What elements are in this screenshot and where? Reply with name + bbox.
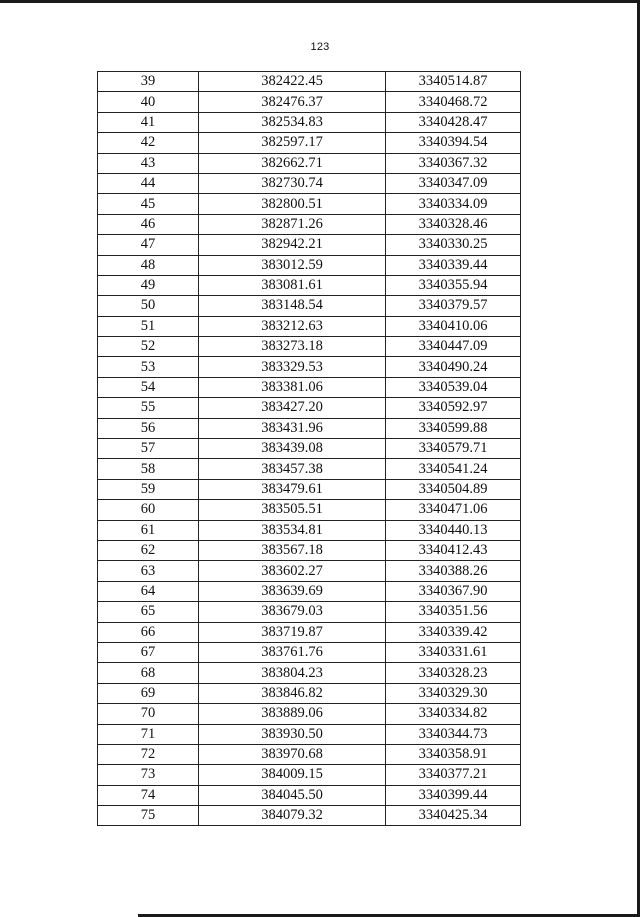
x-coordinate-cell: 383889.06	[199, 704, 386, 724]
y-coordinate-cell: 3340344.73	[386, 724, 521, 744]
x-coordinate-cell: 383505.51	[199, 500, 386, 520]
y-coordinate-cell: 3340334.82	[386, 704, 521, 724]
table-row	[98, 561, 521, 581]
x-coordinate-cell: 383381.06	[199, 377, 386, 397]
table-row	[98, 377, 521, 397]
point-number-cell: 58	[98, 459, 199, 479]
table-row	[98, 806, 521, 826]
point-number-cell: 47	[98, 235, 199, 255]
y-coordinate-cell: 3340347.09	[386, 173, 521, 193]
point-number-cell: 64	[98, 581, 199, 601]
y-coordinate-cell: 3340331.61	[386, 642, 521, 662]
table-row	[98, 357, 521, 377]
point-number-cell: 57	[98, 439, 199, 459]
table-row	[98, 581, 521, 601]
table-row	[98, 602, 521, 622]
y-coordinate-cell: 3340328.23	[386, 663, 521, 683]
page-number: 123	[310, 41, 330, 53]
x-coordinate-cell: 382597.17	[199, 133, 386, 153]
y-coordinate-cell: 3340330.25	[386, 235, 521, 255]
point-number-cell: 61	[98, 520, 199, 540]
y-coordinate-cell: 3340599.88	[386, 418, 521, 438]
y-coordinate-cell: 3340541.24	[386, 459, 521, 479]
x-coordinate-cell: 382800.51	[199, 194, 386, 214]
point-number-cell: 75	[98, 806, 199, 826]
point-number-cell: 52	[98, 337, 199, 357]
x-coordinate-cell: 383329.53	[199, 357, 386, 377]
table-row	[98, 72, 521, 92]
point-number-cell: 72	[98, 744, 199, 764]
table-row	[98, 92, 521, 112]
point-number-cell: 56	[98, 418, 199, 438]
y-coordinate-cell: 3340399.44	[386, 785, 521, 805]
y-coordinate-cell: 3340514.87	[386, 72, 521, 92]
x-coordinate-cell: 383602.27	[199, 561, 386, 581]
point-number-cell: 46	[98, 214, 199, 234]
x-coordinate-cell: 383679.03	[199, 602, 386, 622]
y-coordinate-cell: 3340394.54	[386, 133, 521, 153]
point-number-cell: 50	[98, 296, 199, 316]
table-row	[98, 296, 521, 316]
x-coordinate-cell: 382662.71	[199, 153, 386, 173]
x-coordinate-cell: 383081.61	[199, 275, 386, 295]
y-coordinate-cell: 3340440.13	[386, 520, 521, 540]
x-coordinate-cell: 383439.08	[199, 439, 386, 459]
point-number-cell: 69	[98, 683, 199, 703]
point-number-cell: 43	[98, 153, 199, 173]
x-coordinate-cell: 383639.69	[199, 581, 386, 601]
x-coordinate-cell: 383457.38	[199, 459, 386, 479]
x-coordinate-cell: 383427.20	[199, 398, 386, 418]
y-coordinate-cell: 3340428.47	[386, 112, 521, 132]
table-row	[98, 255, 521, 275]
x-coordinate-cell: 382730.74	[199, 173, 386, 193]
x-coordinate-cell: 383273.18	[199, 337, 386, 357]
point-number-cell: 51	[98, 316, 199, 336]
point-number-cell: 39	[98, 72, 199, 92]
point-number-cell: 41	[98, 112, 199, 132]
point-number-cell: 73	[98, 765, 199, 785]
table-row	[98, 479, 521, 499]
x-coordinate-cell: 383970.68	[199, 744, 386, 764]
y-coordinate-cell: 3340355.94	[386, 275, 521, 295]
y-coordinate-cell: 3340425.34	[386, 806, 521, 826]
x-coordinate-cell: 382476.37	[199, 92, 386, 112]
point-number-cell: 55	[98, 398, 199, 418]
y-coordinate-cell: 3340339.42	[386, 622, 521, 642]
point-number-cell: 45	[98, 194, 199, 214]
table-row	[98, 418, 521, 438]
point-number-cell: 60	[98, 500, 199, 520]
y-coordinate-cell: 3340410.06	[386, 316, 521, 336]
table-row	[98, 683, 521, 703]
table-row	[98, 724, 521, 744]
table-row	[98, 133, 521, 153]
table-row	[98, 194, 521, 214]
point-number-cell: 66	[98, 622, 199, 642]
y-coordinate-cell: 3340468.72	[386, 92, 521, 112]
x-coordinate-cell: 382422.45	[199, 72, 386, 92]
table-row	[98, 112, 521, 132]
x-coordinate-cell: 383534.81	[199, 520, 386, 540]
point-number-cell: 70	[98, 704, 199, 724]
table-row	[98, 337, 521, 357]
table-row	[98, 540, 521, 560]
x-coordinate-cell: 384045.50	[199, 785, 386, 805]
x-coordinate-cell: 383431.96	[199, 418, 386, 438]
y-coordinate-cell: 3340412.43	[386, 540, 521, 560]
x-coordinate-cell: 382534.83	[199, 112, 386, 132]
y-coordinate-cell: 3340328.46	[386, 214, 521, 234]
point-number-cell: 44	[98, 173, 199, 193]
y-coordinate-cell: 3340339.44	[386, 255, 521, 275]
x-coordinate-cell: 383567.18	[199, 540, 386, 560]
x-coordinate-cell: 382942.21	[199, 235, 386, 255]
point-number-cell: 71	[98, 724, 199, 744]
y-coordinate-cell: 3340358.91	[386, 744, 521, 764]
y-coordinate-cell: 3340579.71	[386, 439, 521, 459]
x-coordinate-cell: 383012.59	[199, 255, 386, 275]
point-number-cell: 62	[98, 540, 199, 560]
y-coordinate-cell: 3340504.89	[386, 479, 521, 499]
x-coordinate-cell: 383846.82	[199, 683, 386, 703]
x-coordinate-cell: 382871.26	[199, 214, 386, 234]
table-row	[98, 744, 521, 764]
table-row	[98, 704, 521, 724]
y-coordinate-cell: 3340539.04	[386, 377, 521, 397]
x-coordinate-cell: 383930.50	[199, 724, 386, 744]
x-coordinate-cell: 383719.87	[199, 622, 386, 642]
y-coordinate-cell: 3340329.30	[386, 683, 521, 703]
x-coordinate-cell: 384079.32	[199, 806, 386, 826]
table-row	[98, 439, 521, 459]
x-coordinate-cell: 383761.76	[199, 642, 386, 662]
table-row	[98, 459, 521, 479]
point-number-cell: 49	[98, 275, 199, 295]
point-number-cell: 40	[98, 92, 199, 112]
table-row	[98, 214, 521, 234]
point-number-cell: 42	[98, 133, 199, 153]
coordinate-table-body	[98, 72, 521, 826]
table-row	[98, 663, 521, 683]
y-coordinate-cell: 3340490.24	[386, 357, 521, 377]
table-row	[98, 235, 521, 255]
point-number-cell: 63	[98, 561, 199, 581]
x-coordinate-cell: 384009.15	[199, 765, 386, 785]
y-coordinate-cell: 3340592.97	[386, 398, 521, 418]
table-row	[98, 398, 521, 418]
y-coordinate-cell: 3340377.21	[386, 765, 521, 785]
table-row	[98, 153, 521, 173]
point-number-cell: 54	[98, 377, 199, 397]
coordinate-table	[97, 71, 521, 826]
table-row	[98, 520, 521, 540]
point-number-cell: 53	[98, 357, 199, 377]
table-row	[98, 622, 521, 642]
point-number-cell: 68	[98, 663, 199, 683]
table-row	[98, 785, 521, 805]
y-coordinate-cell: 3340334.09	[386, 194, 521, 214]
y-coordinate-cell: 3340367.32	[386, 153, 521, 173]
point-number-cell: 74	[98, 785, 199, 805]
table-row	[98, 642, 521, 662]
y-coordinate-cell: 3340447.09	[386, 337, 521, 357]
x-coordinate-cell: 383148.54	[199, 296, 386, 316]
point-number-cell: 65	[98, 602, 199, 622]
y-coordinate-cell: 3340367.90	[386, 581, 521, 601]
table-row	[98, 765, 521, 785]
y-coordinate-cell: 3340388.26	[386, 561, 521, 581]
point-number-cell: 67	[98, 642, 199, 662]
y-coordinate-cell: 3340351.56	[386, 602, 521, 622]
table-row	[98, 173, 521, 193]
scan-edge-top	[0, 0, 640, 3]
x-coordinate-cell: 383212.63	[199, 316, 386, 336]
table-row	[98, 316, 521, 336]
x-coordinate-cell: 383804.23	[199, 663, 386, 683]
point-number-cell: 48	[98, 255, 199, 275]
y-coordinate-cell: 3340379.57	[386, 296, 521, 316]
table-row	[98, 500, 521, 520]
y-coordinate-cell: 3340471.06	[386, 500, 521, 520]
point-number-cell: 59	[98, 479, 199, 499]
table-row	[98, 275, 521, 295]
x-coordinate-cell: 383479.61	[199, 479, 386, 499]
